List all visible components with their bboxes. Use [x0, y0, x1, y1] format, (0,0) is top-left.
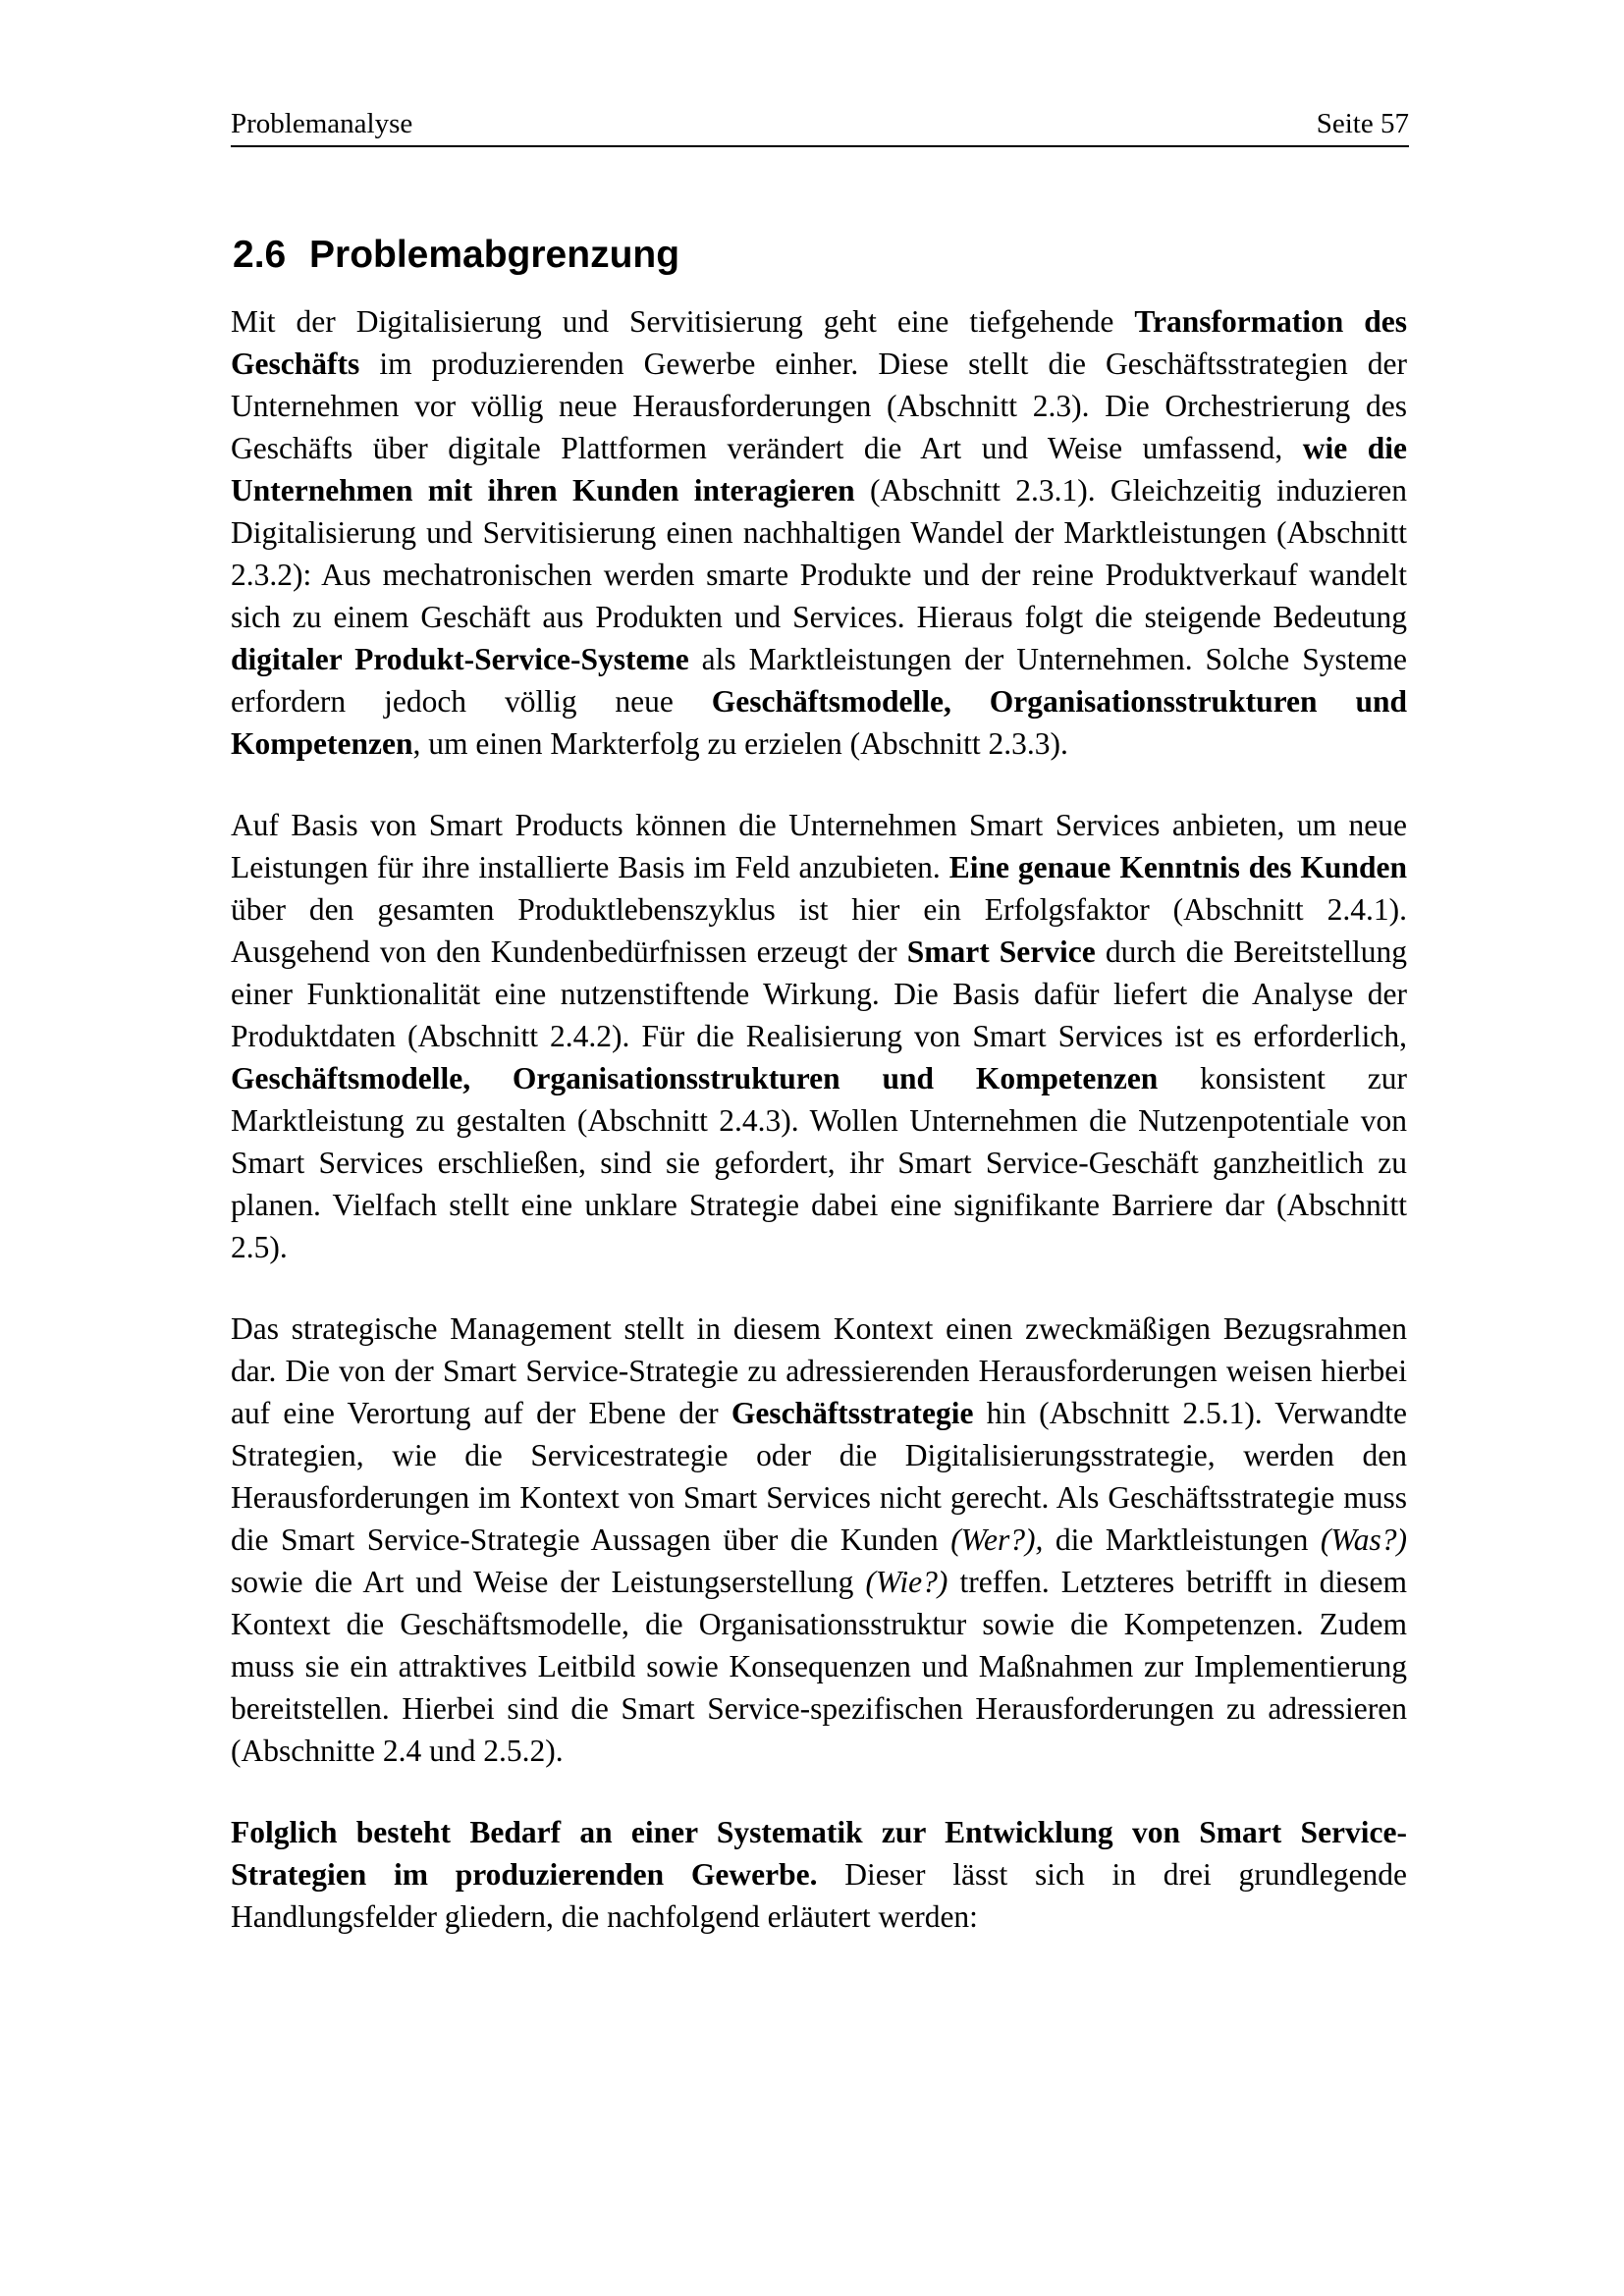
running-header	[231, 108, 1409, 139]
running-header-page-number: Seite 57	[1316, 108, 1409, 139]
running-header-section: Problemanalyse	[231, 108, 413, 139]
body-text	[231, 300, 1407, 1977]
section-number: 2.6	[233, 234, 287, 276]
paragraph-2: Auf Basis von Smart Products können die Unternehmen Smart Services anbieten, um neue Leistungen für ihre installierte Basis im Feld anzubieten. Eine genaue Kenntnis des Kunden über den gesamten Produktlebenszyklus ist hier ein Erfolgsfaktor (Abschnitt 2.4.1). Ausgehend von den Kundenbedürfnissen erzeugt der Smart Service durch die Bereitstellung einer Funktionalität eine nutzenstiftende Wirkung. Die Basis dafür liefert die Analyse der Produktdaten (Abschnitt 2.4.2). Für die Realisierung von Smart Services ist es erforderlich, Geschäftsmodelle, Organisationsstrukturen und Kompetenzen konsistent zur Marktleistung zu gestalten (Abschnitt 2.4.3). Wollen Unternehmen die Nutzenpotentiale von Smart Services erschließen, sind sie gefordert, ihr Smart Service-Geschäft ganzheitlich zu planen. Vielfach stellt eine unklare Strategie dabei eine signifikante Barriere dar (Abschnitt 2.5).	[231, 808, 1407, 1264]
section-heading	[233, 234, 679, 277]
paragraph-1: Mit der Digitalisierung und Servitisierung geht eine tiefgehende Transformation des Geschäfts im produzierenden Gewerbe einher. Diese stellt die Geschäftsstrategien der Unternehmen vor völlig neue Herausforderungen (Abschnitt 2.3). Die Orchestrierung des Geschäfts über digitale Plattformen verändert die Art und Weise umfassend, wie die Unternehmen mit ihren Kunden interagieren (Abschnitt 2.3.1). Gleichzeitig induzieren Digitalisierung und Servitisierung einen nachhaltigen Wandel der Marktleistungen (Abschnitt 2.3.2): Aus mechatronischen werden smarte Produkte und der reine Produktverkauf wandelt sich zu einem Geschäft aus Produkten und Services. Hieraus folgt die steigende Bedeutung digitaler Produkt-Service-Systeme als Marktleistungen der Unternehmen. Solche Systeme erfordern jedoch völlig neue Geschäftsmodelle, Organisationsstrukturen und Kompetenzen, um einen Markterfolg zu erzielen (Abschnitt 2.3.3).	[231, 304, 1407, 761]
section-title: Problemabgrenzung	[309, 234, 680, 276]
header-rule	[231, 145, 1409, 147]
paragraph-4: Folglich besteht Bedarf an einer Systematik zur Entwicklung von Smart Service-Strategien im produzierenden Gewerbe. Dieser lässt sich in drei grundlegende Handlungsfelder gliedern, die nachfolgend erläutert werden:	[231, 1815, 1407, 1934]
paragraph-3: Das strategische Management stellt in diesem Kontext einen zweckmäßigen Bezugsrahmen dar. Die von der Smart Service-Strategie zu adressierenden Herausforderungen weisen hierbei auf eine Verortung auf der Ebene der Geschäftsstrategie hin (Abschnitt 2.5.1). Verwandte Strategien, wie die Servicestrategie oder die Digitalisierungsstrategie, werden den Herausforderungen im Kontext von Smart Services nicht gerecht. Als Geschäftsstrategie muss die Smart Service-Strategie Aussagen über die Kunden (Wer?), die Marktleistungen (Was?) sowie die Art und Weise der Leistungserstellung (Wie?) treffen. Letzteres betrifft in diesem Kontext die Geschäftsmodelle, die Organisationsstruktur sowie die Kompetenzen. Zudem muss sie ein attraktives Leitbild sowie Konsequenzen und Maßnahmen zur Implementierung bereitstellen. Hierbei sind die Smart Service-spezifischen Herausforderungen zu adressieren (Abschnitte 2.4 und 2.5.2).	[231, 1311, 1407, 1768]
